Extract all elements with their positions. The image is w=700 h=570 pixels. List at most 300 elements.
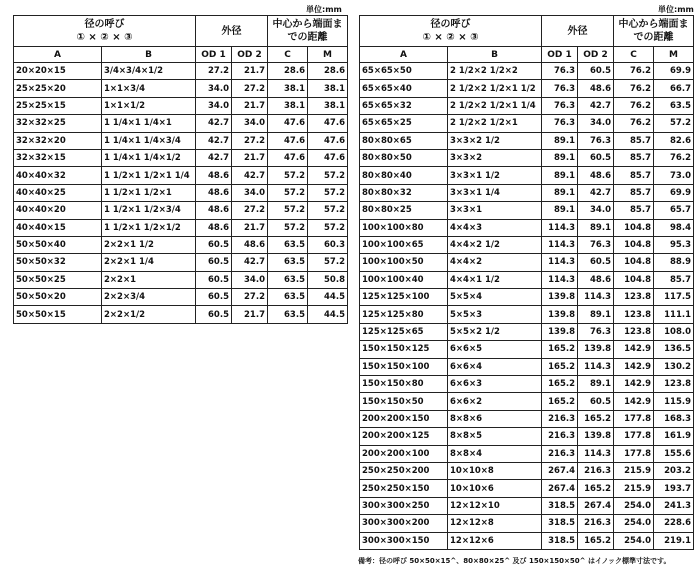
c-cell: 123.8 <box>614 289 654 306</box>
size-a-cell: 65×65×40 <box>360 80 448 97</box>
od2-cell: 139.8 <box>578 428 614 445</box>
col-od2-header: OD 2 <box>232 47 268 63</box>
nominal-size-subtitle: ① × ② × ③ <box>422 32 479 43</box>
size-a-cell: 20×20×15 <box>14 63 102 80</box>
m-cell: 57.2 <box>308 167 348 184</box>
table-row <box>360 341 694 358</box>
table-row <box>360 149 694 166</box>
size-b-cell: 1 1/4×1 1/4×1 <box>102 115 196 132</box>
col-b-header: B <box>448 47 542 63</box>
size-b-cell: 12×12×6 <box>448 532 542 549</box>
footnote: 備考：径の呼び 50×50×15^、80×80×25^ 及び 150×150×50^ はイノック標準寸法です。 <box>358 557 671 565</box>
m-cell: 98.4 <box>654 219 694 236</box>
c-cell: 254.0 <box>614 497 654 514</box>
od2-cell: 21.7 <box>232 219 268 236</box>
table-row <box>360 202 694 219</box>
size-a-cell: 100×100×40 <box>360 271 448 288</box>
size-a-cell: 100×100×65 <box>360 236 448 253</box>
od1-cell: 60.5 <box>196 289 232 306</box>
od1-cell: 318.5 <box>542 532 578 549</box>
od2-cell: 216.3 <box>578 515 614 532</box>
c-cell: 215.9 <box>614 480 654 497</box>
nominal-size-subtitle: ① × ② × ③ <box>76 32 133 43</box>
m-cell: 95.3 <box>654 236 694 253</box>
size-b-cell: 12×12×10 <box>448 497 542 514</box>
m-cell: 161.9 <box>654 428 694 445</box>
col-od1-header: OD 1 <box>196 47 232 63</box>
c-cell: 104.8 <box>614 236 654 253</box>
od1-cell: 42.7 <box>196 149 232 166</box>
size-a-cell: 40×40×15 <box>14 219 102 236</box>
c-cell: 142.9 <box>614 358 654 375</box>
od2-cell: 267.4 <box>578 497 614 514</box>
c-cell: 76.2 <box>614 97 654 114</box>
m-cell: 47.6 <box>308 149 348 166</box>
c-cell: 76.2 <box>614 63 654 80</box>
m-cell: 115.9 <box>654 393 694 410</box>
m-cell: 38.1 <box>308 80 348 97</box>
table-row <box>14 289 348 306</box>
od2-cell: 34.0 <box>232 271 268 288</box>
size-a-cell: 125×125×65 <box>360 323 448 340</box>
m-cell: 219.1 <box>654 532 694 549</box>
size-b-cell: 5×5×4 <box>448 289 542 306</box>
od2-cell: 165.2 <box>578 480 614 497</box>
col-od2-header: OD 2 <box>578 47 614 63</box>
outer-diameter-header: 外径 <box>542 16 614 47</box>
size-b-cell: 3×3×1 <box>448 202 542 219</box>
m-cell: 241.3 <box>654 497 694 514</box>
size-a-cell: 50×50×40 <box>14 236 102 253</box>
unit-label-left: 単位:mm <box>306 5 342 14</box>
size-b-cell: 1×1×1/2 <box>102 97 196 114</box>
table-row <box>360 115 694 132</box>
od1-cell: 89.1 <box>542 184 578 201</box>
table-row <box>360 497 694 514</box>
size-a-cell: 32×32×25 <box>14 115 102 132</box>
table-row <box>360 532 694 549</box>
c-cell: 142.9 <box>614 341 654 358</box>
od1-cell: 48.6 <box>196 184 232 201</box>
od2-cell: 27.2 <box>232 132 268 149</box>
nominal-size-header <box>360 16 542 47</box>
od1-cell: 139.8 <box>542 289 578 306</box>
table-row <box>14 132 348 149</box>
c-cell: 57.2 <box>268 184 308 201</box>
size-b-cell: 2×2×1/2 <box>102 306 196 323</box>
od1-cell: 114.3 <box>542 271 578 288</box>
m-cell: 38.1 <box>308 97 348 114</box>
od2-cell: 27.2 <box>232 289 268 306</box>
size-a-cell: 150×150×100 <box>360 358 448 375</box>
table-row <box>14 80 348 97</box>
od2-cell: 60.5 <box>578 254 614 271</box>
size-b-cell: 1 1/2×1 1/2×1/2 <box>102 219 196 236</box>
c-cell: 85.7 <box>614 202 654 219</box>
m-cell: 117.5 <box>654 289 694 306</box>
size-a-cell: 150×150×50 <box>360 393 448 410</box>
c-cell: 85.7 <box>614 167 654 184</box>
size-b-cell: 3×3×1 1/4 <box>448 184 542 201</box>
od1-cell: 114.3 <box>542 236 578 253</box>
m-cell: 73.0 <box>654 167 694 184</box>
table-row <box>360 323 694 340</box>
od1-cell: 48.6 <box>196 202 232 219</box>
od1-cell: 165.2 <box>542 358 578 375</box>
table-row <box>360 271 694 288</box>
c-cell: 63.5 <box>268 289 308 306</box>
m-cell: 28.6 <box>308 63 348 80</box>
m-cell: 47.6 <box>308 132 348 149</box>
size-a-cell: 125×125×80 <box>360 306 448 323</box>
size-a-cell: 200×200×150 <box>360 410 448 427</box>
table-row <box>360 480 694 497</box>
outer-diameter-header: 外径 <box>196 16 268 47</box>
size-b-cell: 2 1/2×2 1/2×1 <box>448 115 542 132</box>
size-a-cell: 100×100×50 <box>360 254 448 271</box>
od2-cell: 89.1 <box>578 306 614 323</box>
unit-label-right: 単位:mm <box>658 5 694 14</box>
size-b-cell: 1 1/2×1 1/2×1 <box>102 184 196 201</box>
table-row <box>360 393 694 410</box>
size-b-cell: 3×3×2 1/2 <box>448 132 542 149</box>
size-a-cell: 80×80×50 <box>360 149 448 166</box>
table-row <box>14 115 348 132</box>
od1-cell: 76.3 <box>542 80 578 97</box>
table-row <box>360 306 694 323</box>
table-row <box>360 167 694 184</box>
od2-cell: 21.7 <box>232 149 268 166</box>
size-b-cell: 6×6×5 <box>448 341 542 358</box>
size-a-cell: 50×50×32 <box>14 254 102 271</box>
size-b-cell: 6×6×2 <box>448 393 542 410</box>
od1-cell: 60.5 <box>196 254 232 271</box>
table-row <box>360 184 694 201</box>
od2-cell: 48.6 <box>232 236 268 253</box>
col-a-header: A <box>14 47 102 63</box>
c-cell: 104.8 <box>614 271 654 288</box>
c-cell: 47.6 <box>268 132 308 149</box>
c-cell: 28.6 <box>268 63 308 80</box>
m-cell: 85.7 <box>654 271 694 288</box>
table-row <box>360 80 694 97</box>
table-row <box>360 254 694 271</box>
nominal-size-title: 径の呼び <box>84 19 125 30</box>
od1-cell: 60.5 <box>196 306 232 323</box>
m-cell: 57.2 <box>308 184 348 201</box>
size-a-cell: 50×50×15 <box>14 306 102 323</box>
table-row <box>14 219 348 236</box>
size-a-cell: 125×125×100 <box>360 289 448 306</box>
od1-cell: 89.1 <box>542 132 578 149</box>
m-cell: 47.6 <box>308 115 348 132</box>
size-a-cell: 65×65×50 <box>360 63 448 80</box>
od2-cell: 139.8 <box>578 341 614 358</box>
od2-cell: 216.3 <box>578 462 614 479</box>
od2-cell: 42.7 <box>578 97 614 114</box>
size-a-cell: 80×80×32 <box>360 184 448 201</box>
m-cell: 155.6 <box>654 445 694 462</box>
m-cell: 63.5 <box>654 97 694 114</box>
od1-cell: 42.7 <box>196 115 232 132</box>
size-a-cell: 200×200×100 <box>360 445 448 462</box>
od2-cell: 114.3 <box>578 358 614 375</box>
c-cell: 63.5 <box>268 306 308 323</box>
od2-cell: 89.1 <box>578 219 614 236</box>
col-c-header: C <box>268 47 308 63</box>
size-a-cell: 80×80×40 <box>360 167 448 184</box>
table-row <box>360 219 694 236</box>
table-row <box>360 462 694 479</box>
table-row <box>360 63 694 80</box>
center-face-header: 中心から端面までの距離 <box>614 16 694 47</box>
table-row <box>14 184 348 201</box>
table-row <box>14 167 348 184</box>
table-row <box>14 97 348 114</box>
table-row <box>360 376 694 393</box>
od1-cell: 27.2 <box>196 63 232 80</box>
dimension-table-right <box>359 15 694 550</box>
table-row <box>14 271 348 288</box>
size-a-cell: 300×300×250 <box>360 497 448 514</box>
m-cell: 44.5 <box>308 289 348 306</box>
size-a-cell: 65×65×25 <box>360 115 448 132</box>
col-c-header: C <box>614 47 654 63</box>
table-row <box>14 306 348 323</box>
size-b-cell: 2×2×1 1/4 <box>102 254 196 271</box>
size-b-cell: 6×6×3 <box>448 376 542 393</box>
size-b-cell: 4×4×3 <box>448 219 542 236</box>
size-b-cell: 2 1/2×2 1/2×1 1/2 <box>448 80 542 97</box>
size-a-cell: 40×40×32 <box>14 167 102 184</box>
table-row <box>360 445 694 462</box>
od2-cell: 60.5 <box>578 63 614 80</box>
table-row <box>360 236 694 253</box>
size-b-cell: 10×10×6 <box>448 480 542 497</box>
m-cell: 57.2 <box>654 115 694 132</box>
od1-cell: 318.5 <box>542 515 578 532</box>
od2-cell: 48.6 <box>578 271 614 288</box>
od1-cell: 139.8 <box>542 323 578 340</box>
od2-cell: 27.2 <box>232 202 268 219</box>
c-cell: 63.5 <box>268 236 308 253</box>
od2-cell: 165.2 <box>578 410 614 427</box>
od1-cell: 267.4 <box>542 480 578 497</box>
m-cell: 168.3 <box>654 410 694 427</box>
m-cell: 57.2 <box>308 254 348 271</box>
size-a-cell: 32×32×15 <box>14 149 102 166</box>
c-cell: 177.8 <box>614 445 654 462</box>
m-cell: 123.8 <box>654 376 694 393</box>
size-b-cell: 4×4×1 1/2 <box>448 271 542 288</box>
c-cell: 177.8 <box>614 428 654 445</box>
size-a-cell: 50×50×20 <box>14 289 102 306</box>
size-b-cell: 3×3×1 1/2 <box>448 167 542 184</box>
od1-cell: 318.5 <box>542 497 578 514</box>
od1-cell: 34.0 <box>196 97 232 114</box>
c-cell: 47.6 <box>268 149 308 166</box>
od1-cell: 114.3 <box>542 254 578 271</box>
size-b-cell: 8×8×4 <box>448 445 542 462</box>
m-cell: 82.6 <box>654 132 694 149</box>
size-a-cell: 40×40×20 <box>14 202 102 219</box>
m-cell: 69.9 <box>654 184 694 201</box>
size-b-cell: 1 1/2×1 1/2×3/4 <box>102 202 196 219</box>
m-cell: 76.2 <box>654 149 694 166</box>
m-cell: 203.2 <box>654 462 694 479</box>
od2-cell: 27.2 <box>232 80 268 97</box>
c-cell: 123.8 <box>614 306 654 323</box>
size-a-cell: 40×40×25 <box>14 184 102 201</box>
c-cell: 57.2 <box>268 219 308 236</box>
m-cell: 130.2 <box>654 358 694 375</box>
size-a-cell: 100×100×80 <box>360 219 448 236</box>
size-b-cell: 2×2×3/4 <box>102 289 196 306</box>
size-a-cell: 65×65×32 <box>360 97 448 114</box>
table-row <box>360 97 694 114</box>
od2-cell: 48.6 <box>578 80 614 97</box>
size-a-cell: 32×32×20 <box>14 132 102 149</box>
size-b-cell: 5×5×2 1/2 <box>448 323 542 340</box>
size-b-cell: 1 1/4×1 1/4×1/2 <box>102 149 196 166</box>
col-a-header: A <box>360 47 448 63</box>
size-b-cell: 3/4×3/4×1/2 <box>102 63 196 80</box>
size-a-cell: 250×250×150 <box>360 480 448 497</box>
size-a-cell: 80×80×65 <box>360 132 448 149</box>
nominal-size-header <box>14 16 196 47</box>
od1-cell: 34.0 <box>196 80 232 97</box>
od1-cell: 216.3 <box>542 410 578 427</box>
od2-cell: 60.5 <box>578 393 614 410</box>
c-cell: 215.9 <box>614 462 654 479</box>
c-cell: 254.0 <box>614 532 654 549</box>
m-cell: 57.2 <box>308 219 348 236</box>
m-cell: 228.6 <box>654 515 694 532</box>
od2-cell: 42.7 <box>232 254 268 271</box>
table-row <box>360 358 694 375</box>
size-a-cell: 200×200×125 <box>360 428 448 445</box>
table-row <box>14 254 348 271</box>
size-b-cell: 6×6×4 <box>448 358 542 375</box>
od2-cell: 76.3 <box>578 236 614 253</box>
table-row <box>14 63 348 80</box>
od1-cell: 60.5 <box>196 271 232 288</box>
size-a-cell: 250×250×200 <box>360 462 448 479</box>
od1-cell: 216.3 <box>542 445 578 462</box>
table-row <box>360 289 694 306</box>
od1-cell: 76.3 <box>542 115 578 132</box>
od1-cell: 89.1 <box>542 167 578 184</box>
col-m-header: M <box>308 47 348 63</box>
size-b-cell: 8×8×6 <box>448 410 542 427</box>
od2-cell: 21.7 <box>232 306 268 323</box>
size-a-cell: 150×150×125 <box>360 341 448 358</box>
c-cell: 76.2 <box>614 115 654 132</box>
size-a-cell: 25×25×15 <box>14 97 102 114</box>
c-cell: 38.1 <box>268 97 308 114</box>
od2-cell: 60.5 <box>578 149 614 166</box>
size-b-cell: 1 1/2×1 1/2×1 1/4 <box>102 167 196 184</box>
m-cell: 136.5 <box>654 341 694 358</box>
m-cell: 60.3 <box>308 236 348 253</box>
m-cell: 69.9 <box>654 63 694 80</box>
col-b-header: B <box>102 47 196 63</box>
c-cell: 123.8 <box>614 323 654 340</box>
size-a-cell: 80×80×25 <box>360 202 448 219</box>
od1-cell: 48.6 <box>196 219 232 236</box>
size-b-cell: 10×10×8 <box>448 462 542 479</box>
od1-cell: 89.1 <box>542 149 578 166</box>
c-cell: 142.9 <box>614 393 654 410</box>
od2-cell: 34.0 <box>578 115 614 132</box>
c-cell: 142.9 <box>614 376 654 393</box>
od1-cell: 89.1 <box>542 202 578 219</box>
od2-cell: 48.6 <box>578 167 614 184</box>
size-b-cell: 2 1/2×2 1/2×2 <box>448 63 542 80</box>
od2-cell: 89.1 <box>578 376 614 393</box>
c-cell: 104.8 <box>614 219 654 236</box>
od2-cell: 42.7 <box>232 167 268 184</box>
c-cell: 57.2 <box>268 167 308 184</box>
m-cell: 111.1 <box>654 306 694 323</box>
m-cell: 50.8 <box>308 271 348 288</box>
od2-cell: 165.2 <box>578 532 614 549</box>
c-cell: 254.0 <box>614 515 654 532</box>
size-b-cell: 5×5×3 <box>448 306 542 323</box>
table-row <box>14 202 348 219</box>
size-b-cell: 2 1/2×2 1/2×1 1/4 <box>448 97 542 114</box>
table-row <box>360 132 694 149</box>
c-cell: 76.2 <box>614 80 654 97</box>
col-m-header: M <box>654 47 694 63</box>
size-b-cell: 3×3×2 <box>448 149 542 166</box>
m-cell: 66.7 <box>654 80 694 97</box>
od2-cell: 114.3 <box>578 445 614 462</box>
od1-cell: 76.3 <box>542 97 578 114</box>
size-b-cell: 1 1/4×1 1/4×3/4 <box>102 132 196 149</box>
c-cell: 57.2 <box>268 202 308 219</box>
od2-cell: 21.7 <box>232 97 268 114</box>
od2-cell: 76.3 <box>578 323 614 340</box>
od1-cell: 267.4 <box>542 462 578 479</box>
od1-cell: 48.6 <box>196 167 232 184</box>
table-row <box>360 410 694 427</box>
od1-cell: 114.3 <box>542 219 578 236</box>
od1-cell: 216.3 <box>542 428 578 445</box>
size-b-cell: 8×8×5 <box>448 428 542 445</box>
size-b-cell: 1×1×3/4 <box>102 80 196 97</box>
size-b-cell: 2×2×1 <box>102 271 196 288</box>
od1-cell: 60.5 <box>196 236 232 253</box>
c-cell: 63.5 <box>268 254 308 271</box>
m-cell: 108.0 <box>654 323 694 340</box>
m-cell: 88.9 <box>654 254 694 271</box>
c-cell: 177.8 <box>614 410 654 427</box>
size-a-cell: 25×25×20 <box>14 80 102 97</box>
od2-cell: 114.3 <box>578 289 614 306</box>
od2-cell: 34.0 <box>232 115 268 132</box>
od1-cell: 165.2 <box>542 376 578 393</box>
od1-cell: 42.7 <box>196 132 232 149</box>
size-a-cell: 300×300×150 <box>360 532 448 549</box>
size-a-cell: 150×150×80 <box>360 376 448 393</box>
m-cell: 57.2 <box>308 202 348 219</box>
table-row <box>14 149 348 166</box>
dimension-table-left <box>13 15 348 324</box>
od2-cell: 42.7 <box>578 184 614 201</box>
c-cell: 104.8 <box>614 254 654 271</box>
od1-cell: 165.2 <box>542 341 578 358</box>
